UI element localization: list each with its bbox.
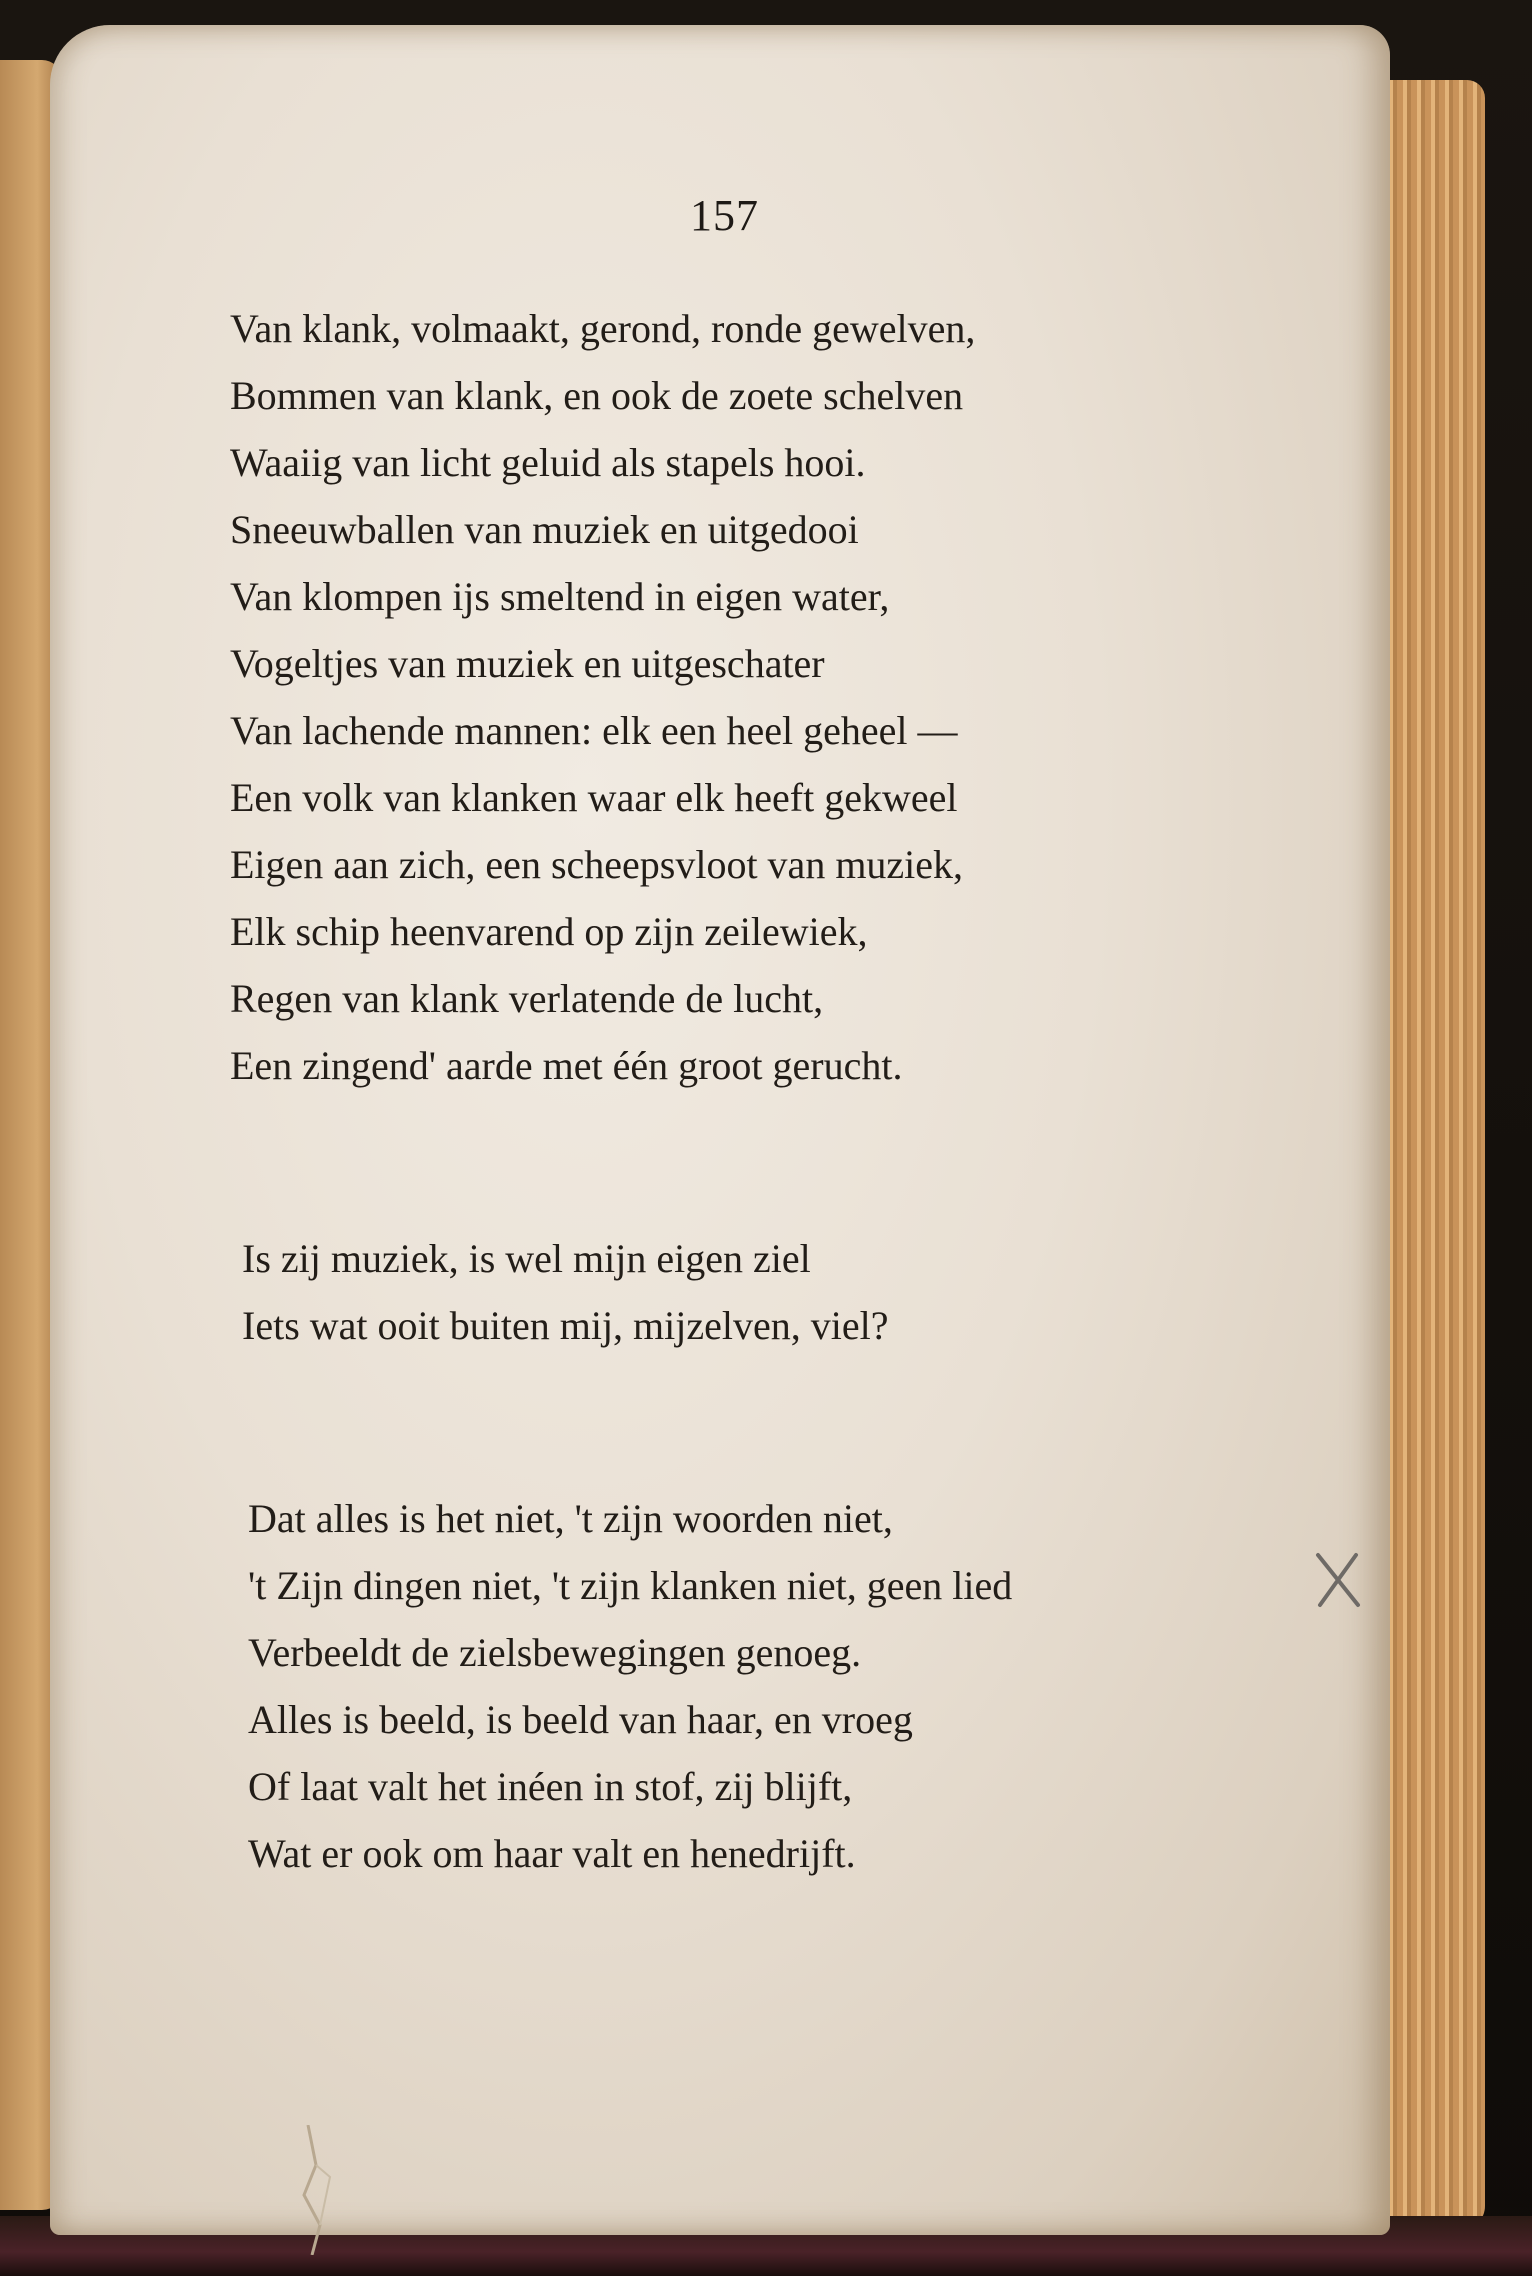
page-tear (290, 2125, 350, 2255)
verse-line: Wat er ook om haar valt en henedrijft. (248, 1831, 856, 1876)
verse-line: Van klompen ijs smeltend in eigen water, (230, 574, 890, 619)
verse-line: Is zij muziek, is wel mijn eigen ziel (242, 1236, 811, 1281)
pencil-cross-mark-icon (1312, 1551, 1364, 1609)
verse-line: Van lachende mannen: elk een heel geheel — (230, 708, 958, 753)
verse-line: Vogeltjes van muziek en uitgeschater (230, 641, 825, 686)
verse-line: Een volk van klanken waar elk heeft gekweel (230, 775, 958, 820)
verse-line: Een zingend' aarde met één groot gerucht. (230, 1043, 903, 1088)
verse-line: Regen van klank verlatende de lucht, (230, 976, 824, 1021)
stanza-2 (242, 1225, 889, 1359)
page-number: 157 (690, 191, 759, 240)
verse-line: Van klank, volmaakt, gerond, ronde gewelven, (230, 306, 976, 351)
stanza-1 (230, 295, 975, 1099)
verse-line: Bommen van klank, en ook de zoete schelven (230, 373, 964, 418)
verse-line: Alles is beeld, is beeld van haar, en vroeg (248, 1697, 913, 1742)
verse-line: Of laat valt het inéen in stof, zij blijft, (248, 1764, 853, 1809)
verse-line: Iets wat ooit buiten mij, mijzelven, viel? (242, 1303, 889, 1348)
verse-line: Elk schip heenvarend op zijn zeilewiek, (230, 909, 868, 954)
verse-line: Verbeeldt de zielsbewegingen genoeg. (248, 1630, 862, 1675)
verse-line: Eigen aan zich, een scheepsvloot van muziek, (230, 842, 964, 887)
verse-line: Dat alles is het niet, 't zijn woorden niet, (248, 1496, 893, 1541)
verse-line: Waaiig van licht geluid als stapels hooi. (230, 440, 866, 485)
stanza-3 (248, 1485, 1012, 1887)
book-page (50, 25, 1390, 2235)
verse-line: Sneeuwballen van muziek en uitgedooi (230, 507, 859, 552)
verse-line: 't Zijn dingen niet, 't zijn klanken niet, geen lied (248, 1563, 1013, 1608)
